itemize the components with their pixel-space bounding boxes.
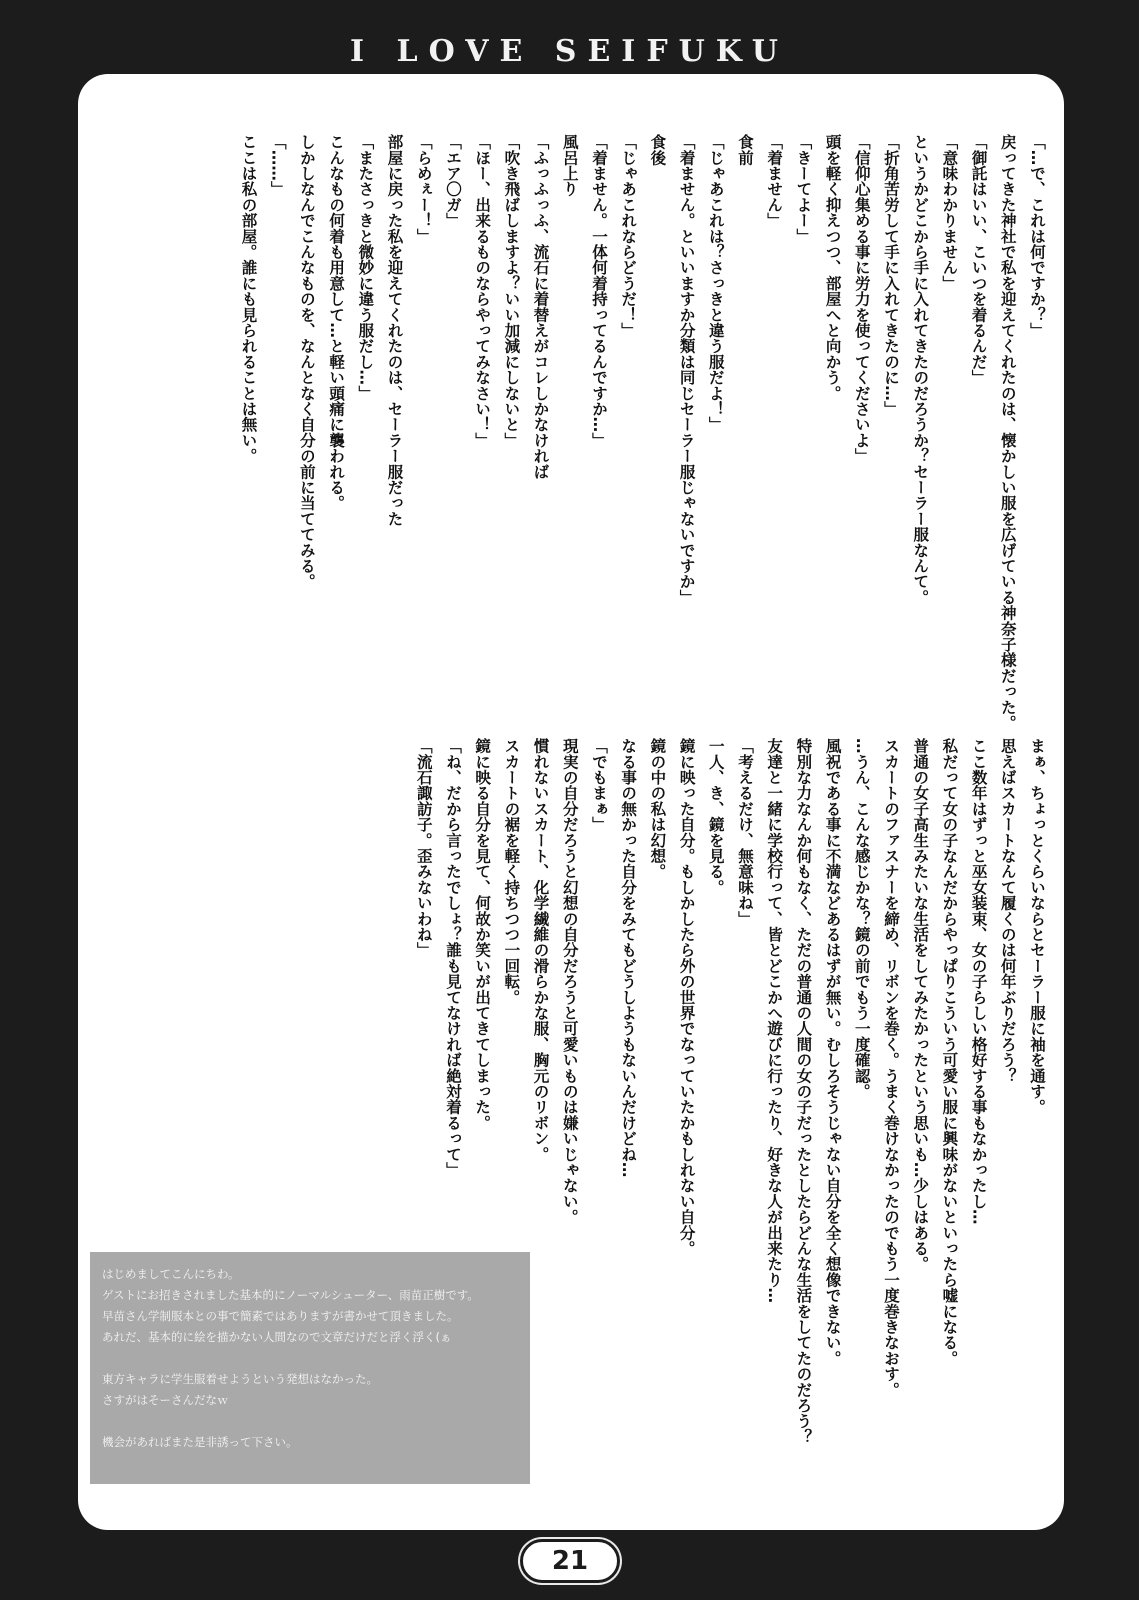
- story-line: 「…で、これは何ですか？」: [1028, 134, 1046, 339]
- note-line: 早苗さん学制服本との事で簡素ではありますが書かせて頂きました。: [102, 1309, 459, 1323]
- story-line: 思えばスカートなんて履くのは何年ぶりだろう？: [998, 738, 1017, 1084]
- note-line: [102, 1348, 518, 1369]
- story-line: 頭を軽く抑えつつ、部屋へと向かう。: [823, 134, 842, 401]
- story-line: ここ数年はずっと巫女装束、女の子らしい格好する事もなかったし…: [969, 738, 988, 1225]
- story-line: 食後: [648, 134, 667, 166]
- story-line: 友達と一緒に学校行って、皆とどこかへ遊びに行ったり、好きな人が出来たり…: [765, 738, 784, 1304]
- story-line: 「またさっきと微妙に違う服だし…」: [356, 134, 375, 401]
- story-line: …うん、こんな感じかな？鏡の前でもう一度確認。: [852, 738, 871, 1100]
- note-line: ゲストにお招きされました基本的にノーマルシューター、雨苗正樹です。: [102, 1288, 479, 1302]
- story-line: 「考えるだけ、無意味ね」: [735, 738, 754, 927]
- story-line: というかどこから手に入れてきたのだろうか？セーラー服なんて。: [911, 134, 930, 605]
- story-line: 「御託はいい、こいつを着るんだ」: [969, 134, 988, 386]
- note-line: はじめましてこんにちわ。: [102, 1267, 240, 1281]
- story-line: 部屋に戻った私を迎えてくれたのは、セーラー服だった: [385, 134, 404, 527]
- story-line: 「じゃあこれならどうだ！」: [619, 134, 638, 339]
- story-line: 「ね、だから言ったでしょ？誰も見てなければ絶対着るって」: [443, 738, 462, 1178]
- story-line: 「吹き飛ばしますよ？いい加減にしないと」: [502, 134, 521, 448]
- story-line: しかしなんでこんなものを、なんとなく自分の前に当ててみる。: [297, 134, 316, 590]
- story-line: 「折角苦労して手に入れてきたのに…」: [881, 134, 900, 417]
- note-line: 機会があればまた是非誘って下さい。: [102, 1435, 298, 1449]
- story-line: 私だって女の子なんだからやっぱりこういう可愛い服に興味がないといったら嘘になる。: [940, 738, 959, 1366]
- story-line: まぁ、ちょっとくらいならとセーラー服に袖を通す。: [1028, 738, 1046, 1115]
- story-line: 「着ません」: [765, 134, 784, 229]
- story-line: 風祝である事に不満などあるはずが無い。むしろそうじゃない自分を全く想像できない。: [823, 738, 842, 1366]
- story-line: 一人、き、鏡を見る。: [706, 738, 725, 895]
- story-line: 風呂上り: [560, 134, 579, 197]
- story-line: こんなもの何着も用意して…と軽い頭痛に襲われる。: [327, 134, 346, 511]
- author-note-box: [90, 1252, 530, 1484]
- story-line: 「意味わかりません」: [940, 134, 959, 291]
- story-line: 食前: [735, 134, 754, 166]
- story-column-top: [233, 134, 1051, 754]
- page-header-title: I LOVE SEIFUKU: [350, 34, 789, 69]
- story-line: 「じゃあこれは？さっきと違う服だよ！」: [706, 134, 725, 433]
- story-line: 慣れないスカート、化学繊維の滑らかな服、胸元のリボン。: [531, 738, 550, 1162]
- story-line: 普通の女子高生みたいな生活をしてみたかったという思いも…少しはある。: [911, 738, 930, 1272]
- story-line: 「着ません。一体何着持ってるんですか…」: [589, 134, 608, 448]
- note-line: [102, 1411, 518, 1432]
- page-number: 21: [520, 1539, 620, 1583]
- story-line: 特別な力なんか何もなく、ただの普通の人間の女の子だったとしたらどんな生活をしてたのだろう？: [794, 738, 813, 1445]
- story-line: 「エア〇ガ」: [443, 134, 462, 229]
- story-line: 「着ません。といいますか分類は同じセーラー服じゃないですか」: [677, 134, 696, 605]
- story-line: なる事の無かった自分をみてもどうしようもないんだけどね…: [619, 738, 638, 1178]
- story-line: 「きーてよー」: [794, 134, 813, 244]
- note-line: 東方キャラに学生服着せようという発想はなかった。: [102, 1372, 378, 1386]
- story-line: スカートのファスナーを締め、リボンを巻く。うまく巻けなかったのでもう一度巻きなおす。: [881, 738, 900, 1398]
- note-line: さすがはそーさんだなｗ: [102, 1393, 229, 1407]
- story-line: 鏡の中の私は幻想。: [648, 738, 667, 880]
- story-line: 現実の自分だろうと幻想の自分だろうと可愛いものは嫌いじゃない。: [560, 738, 579, 1225]
- story-line: 「……」: [268, 134, 287, 197]
- note-line: あれだ、基本的に絵を描かない人間なので文章だけだと浮く浮く(ぁ: [102, 1330, 452, 1344]
- story-line: スカートの裾を軽く持ちつつ一回転。: [502, 738, 521, 1005]
- story-line: 鏡に映る自分を見て、何故か笑いが出てきてしまった。: [473, 738, 492, 1131]
- story-line: 「でもまぁ」: [589, 738, 608, 833]
- story-line: 「ふっふっふ、流石に着替えがコレしかなければ: [531, 134, 550, 480]
- story-line: 鏡に映った自分。もしかしたら外の世界でなっていたかもしれない自分。: [677, 738, 696, 1257]
- story-line: 「ほー、出来るものならやってみなさい！」: [473, 134, 492, 448]
- story-line: 戻ってきた神社で私を迎えてくれたのは、懐かしい服を広げている神奈子様だった。: [998, 134, 1017, 731]
- story-line: 「らめぇー！」: [414, 134, 433, 244]
- content-panel: [78, 74, 1064, 1530]
- story-line: 「流石諏訪子。歪みないわね」: [414, 738, 433, 958]
- story-line: ここは私の部屋。誰にも見られることは無い。: [239, 134, 258, 464]
- story-line: 「信仰心集める事に労力を使ってくださいよ」: [852, 134, 871, 464]
